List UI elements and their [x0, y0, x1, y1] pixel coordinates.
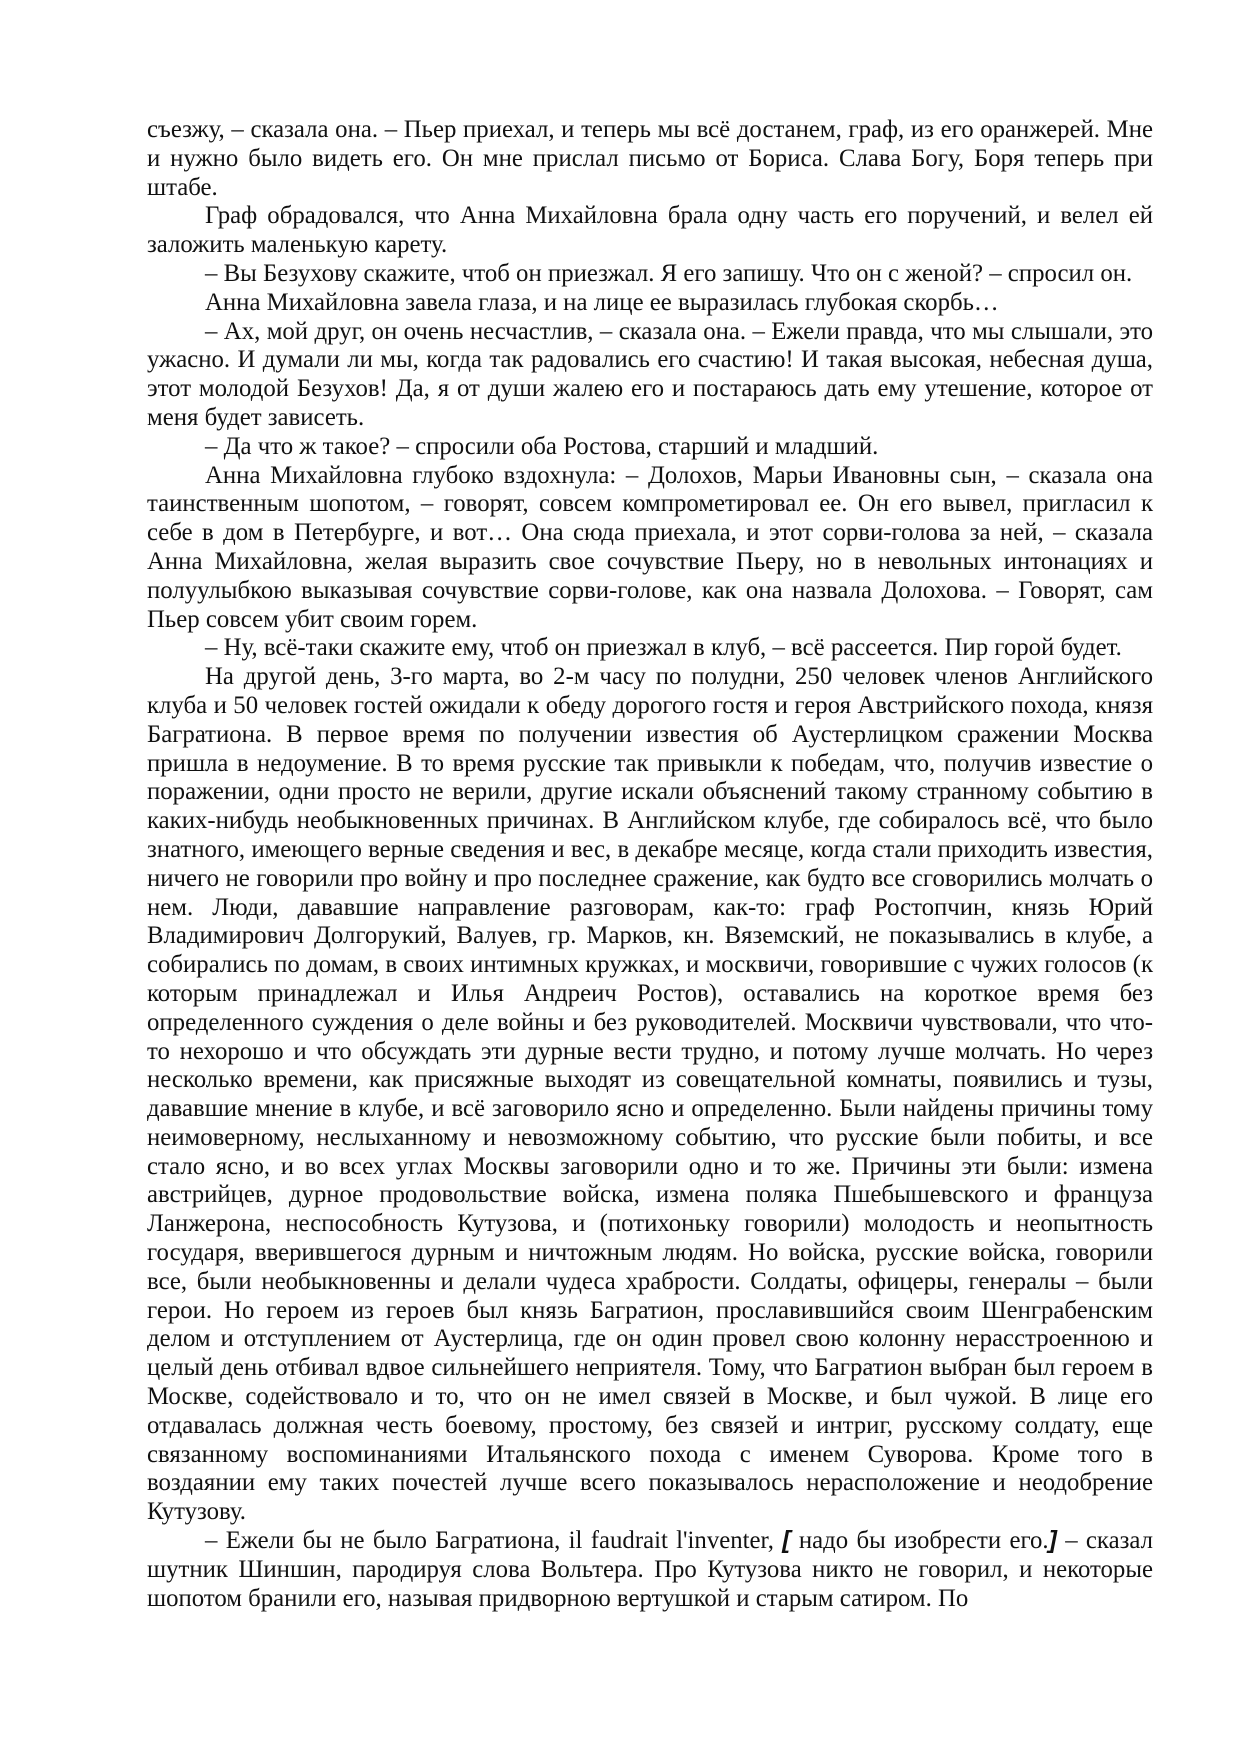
paragraph-10 [147, 1527, 1153, 1613]
paragraph-5: – Ах, мой друг, он очень несчастлив, – сказала она. – Ежели правда, что мы слышали, это ужасно. И думали ли мы, когда так радовались его счастию! И такая высокая, небесная душа, этот молодой Безухов! Да, я от души жалею его и постараюсь дать ему утешение, которое от меня будет зависеть. [147, 317, 1153, 431]
paragraph-4: Анна Михайловна завела глаза, и на лице ее выразилась глубокая скорбь… [205, 288, 999, 316]
paragraph-10-part-3: – сказал шутник Шиншин, пародируя слова Вольтера. Про Кутузова никто не говорил, и некоторые шопотом бранили его, называя придворною вертушкой и старым сатиром. По [147, 1527, 1153, 1612]
document-page [147, 116, 1153, 1613]
paragraph-9: На другой день, 3-го марта, во 2-м часу по полудни, 250 человек членов Английского клуба и 50 человек гостей ожидали к обеду дорогого гостя и героя Австрийского похода, князя Багратиона. В первое время по получении известия об Аустерлицком сражении Москва пришла в недоумение. В то время русские так привыкли к победам, что, получив известие о поражении, одни просто не верили, другие искали объяснений такому странному событию в каких-нибудь необыкновенных причинах. В Английском клубе, где собиралось всё, что было знатного, имеющего верные сведения и вес, в декабре месяце, когда стали приходить известия, ничего не говорили про войну и про последнее сражение, как будто все сговорились молчать о нем. Люди, дававшие направление разговорам, как-то: граф Ростопчин, князь Юрий Владимирович Долгорукий, Валуев, гр. Марков, кн. Вяземский, не показывались в клубе, а собирались по домам, в своих интимных кружках, и москвичи, говорившие с чужих голосов (к которым принадлежал и Илья Андреич Ростов), оставались на короткое время без определенного суждения о деле войны и без руководителей. Москвичи чувствовали, что что-то нехорошо и что обсуждать эти дурные вести трудно, и потому лучше молчать. Но через несколько времени, как присяжные выходят из совещательной комнаты, появились и тузы, дававшие мнение в клубе, и всё заговорило ясно и определенно. Были найдены причины тому неимоверному, неслыханному и невозможному событию, что русские были побиты, и все стало ясно, и во всех углах Москвы заговорили одно и то же. Причины эти были: измена австрийцев, дурное продовольствие войска, измена поляка Пшебышевского и француза Ланжерона, неспособность Кутузова, и (потихоньку говорили) молодость и неопытность государя, вверившегося дурным и ничтожным людям. Но войска, русские войска, говорили все, были необыкновенны и делали чудеса храбрости. Солдаты, офицеры, генералы – были герои. Но героем из героев был князь Багратион, прославившийся своим Шенграбенским делом и отступлением от Аустерлица, где он один провел свою колонну нерасстроенною и целый день отбивал вдвое сильнейшего неприятеля. Тому, что Багратион выбран был героем в Москве, содействовало и то, что он не имел связей в Москве, и был чужой. В лице его отдавалась должная честь боевому, простому, без связей и интриг, русскому солдату, еще связанному воспоминаниями Итальянского похода с именем Суворова. Кроме того в воздаянии ему таких почестей лучше всего показывалось нерасположение и неодобрение Кутузову. [147, 663, 1153, 1526]
paragraph-2: Граф обрадовался, что Анна Михайловна брала одну часть его поручений, и велел ей заложить маленькую карету. [147, 202, 1153, 259]
paragraph-3: – Вы Безухову скажите, чтоб он приезжал. Я его запишу. Что он с женой? – спросил он. [205, 259, 1133, 287]
paragraph-6: – Да что ж такое? – спросили оба Ростова, старший и младший. [205, 432, 879, 460]
paragraph-10-part-1: – Ежели бы не было Багратиона, il faudrait l'inventer, [205, 1527, 783, 1555]
paragraph-8: – Ну, всё-таки скажите ему, чтоб он приезжал в клуб, – всё рассеется. Пир горой будет. [205, 634, 1122, 662]
bracket-open: [ [782, 1527, 791, 1555]
paragraph-1: съезжу, – сказала она. – Пьер приехал, и теперь мы всё достанем, граф, из его оранжерей. Мне и нужно было видеть его. Он мне прислал письмо от Бориса. Слава Богу, Боря теперь при штабе. [147, 116, 1153, 201]
paragraph-10-part-2: надо бы изобрести его. [790, 1527, 1049, 1555]
paragraph-7: Анна Михайловна глубоко вздохнула: – Долохов, Марьи Ивановны сын, – сказала она таинственным шопотом, – говорят, совсем компрометировал ее. Он его вывел, пригласил к себе в дом в Петербурге, и вот… Она сюда приехала, и этот сорви-голова за ней, – сказала Анна Михайловна, желая выразить свое сочувствие Пьеру, но в невольных интонациях и полуулыбкою выказывая сочувствие сорви-голове, как она назвала Долохова. – Говорят, сам Пьер совсем убит своим горем. [147, 461, 1153, 633]
bracket-close: ] [1048, 1527, 1057, 1555]
